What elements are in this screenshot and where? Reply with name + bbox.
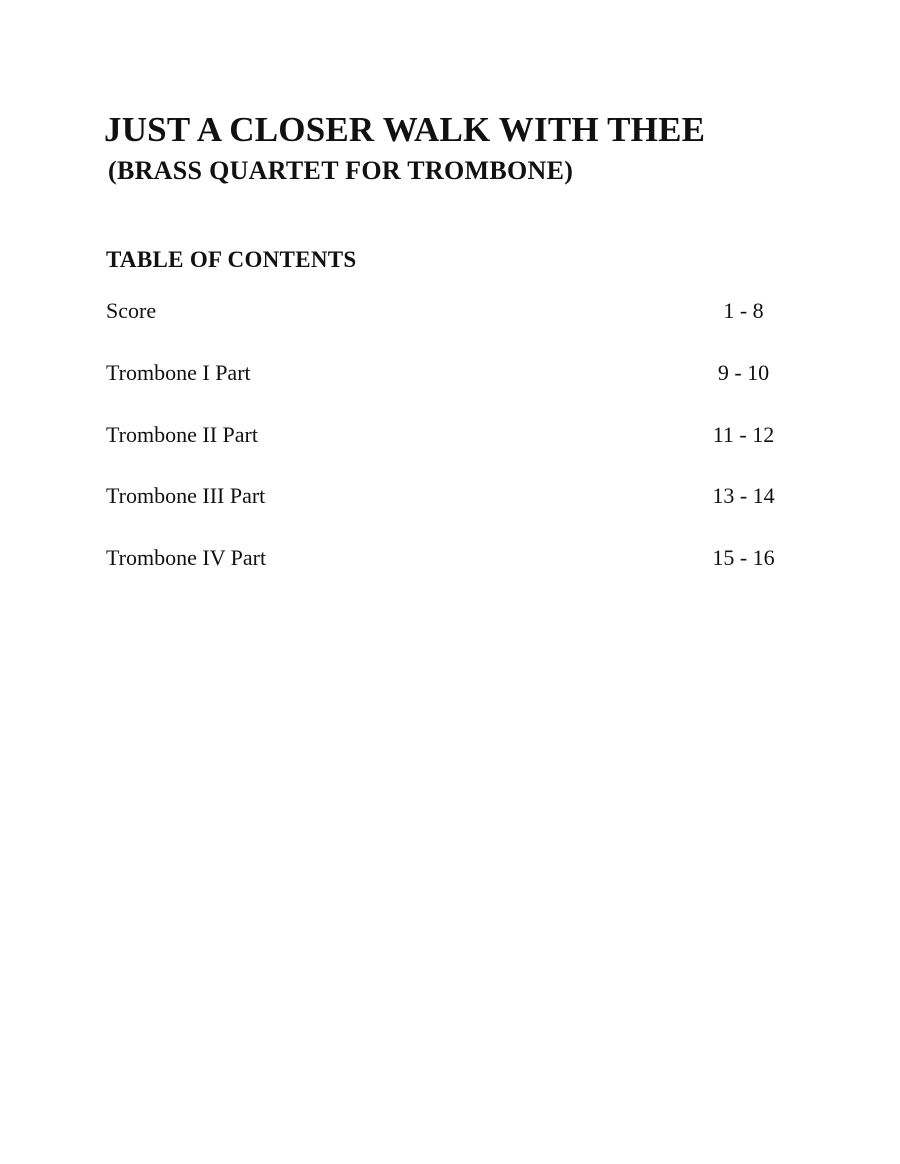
toc-entry-pages: 13 - 14 xyxy=(712,483,775,508)
toc-entry-pages: 15 - 16 xyxy=(712,545,775,570)
toc-entry-label: Trombone III Part xyxy=(106,483,266,508)
toc-entry-pages: 11 - 12 xyxy=(712,422,775,447)
toc-entry xyxy=(106,296,782,326)
toc-entry-label: Score xyxy=(106,298,157,323)
toc-entry-label: Trombone IV Part xyxy=(106,545,267,570)
toc-entry xyxy=(106,358,782,388)
toc-entry-label: Trombone I Part xyxy=(106,360,251,385)
document-title: JUST A CLOSER WALK WITH THEE xyxy=(104,110,706,149)
document-subtitle: (BRASS QUARTET FOR TROMBONE) xyxy=(108,156,574,185)
toc-entry-pages: 1 - 8 xyxy=(723,298,764,323)
toc-heading: TABLE OF CONTENTS xyxy=(106,247,357,272)
toc-entry-label: Trombone II Part xyxy=(106,422,258,447)
toc-entry-pages: 9 - 10 xyxy=(717,360,770,385)
toc-entry xyxy=(106,543,782,573)
toc-entry xyxy=(106,420,782,450)
toc-entry xyxy=(106,481,782,511)
